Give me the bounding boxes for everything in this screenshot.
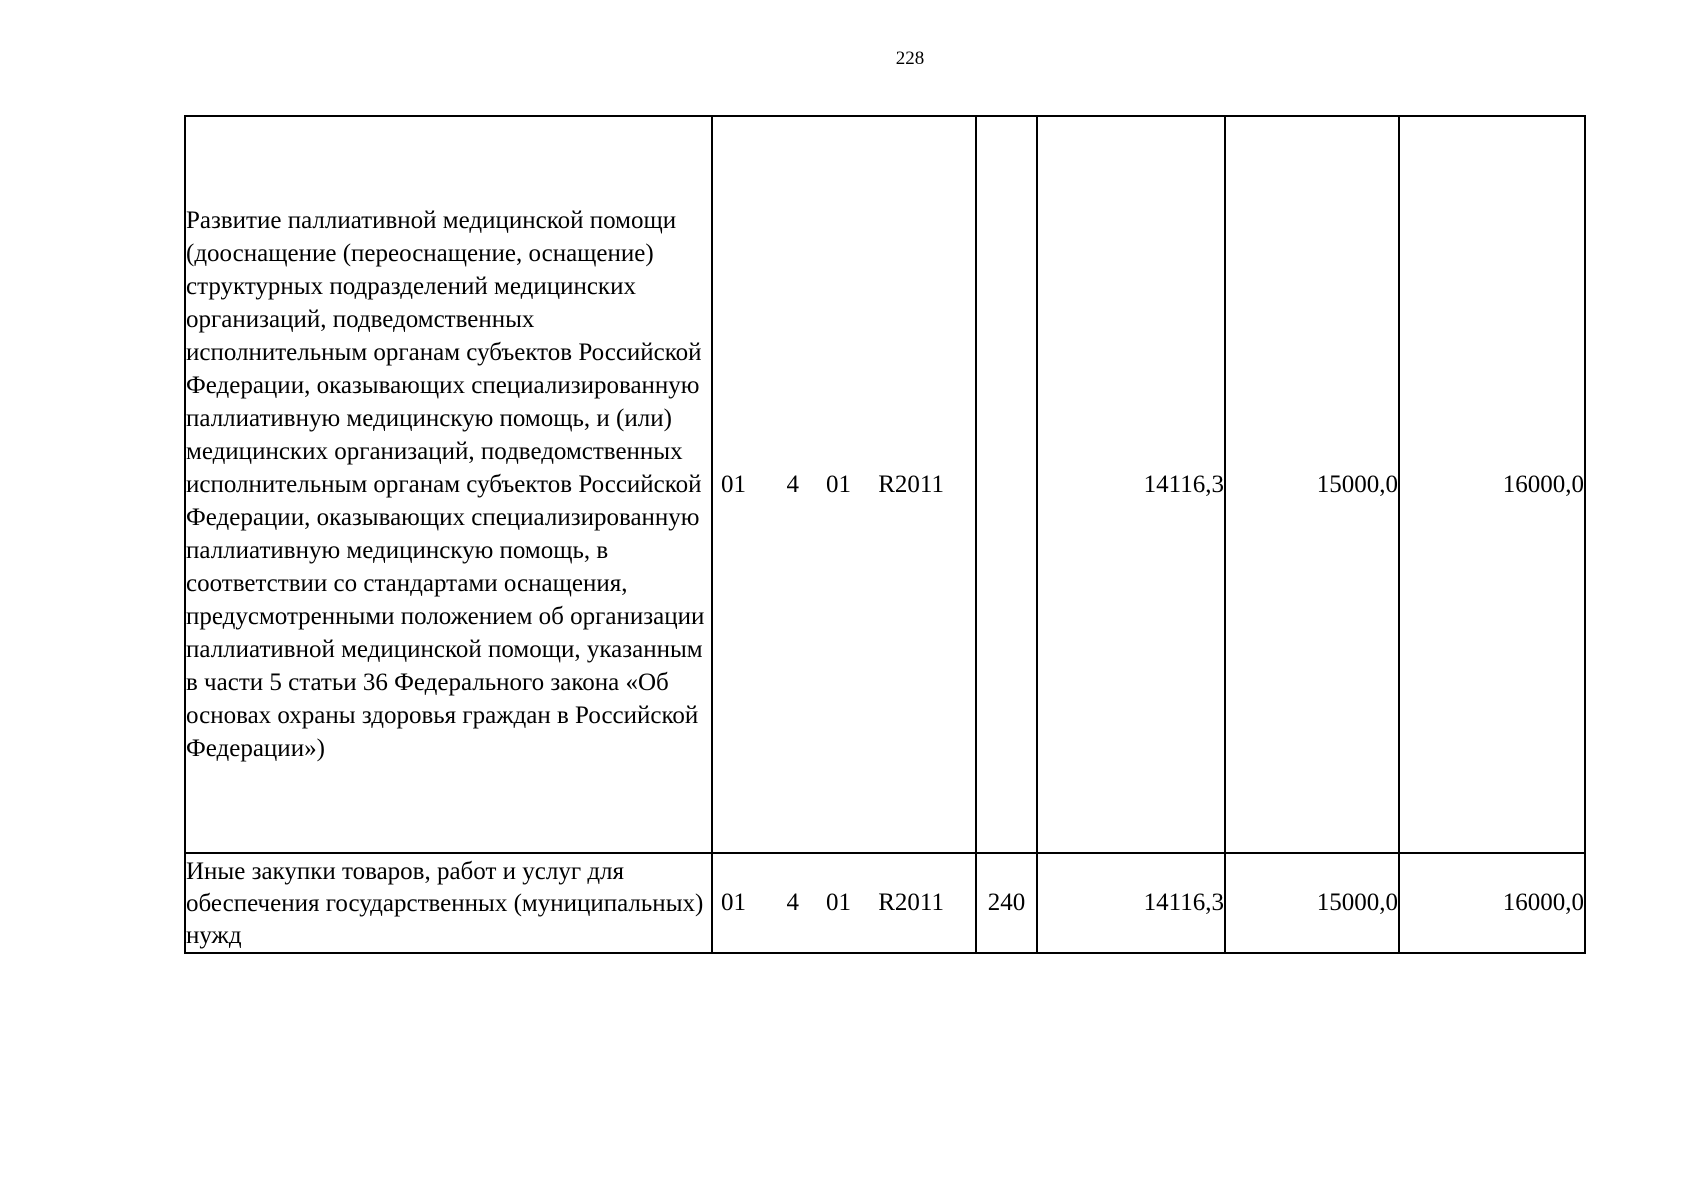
amount-year-1: 14116,3 <box>1037 116 1225 853</box>
code-direction: R2011 <box>878 470 944 498</box>
amount-year-2: 15000,0 <box>1225 853 1399 953</box>
code-direction: R2011 <box>878 889 944 916</box>
code-type: 4 <box>786 470 799 498</box>
row-description: Иные закупки товаров, работ и услуг для обеспечения государственных (муниципальных) нужд <box>185 853 712 953</box>
budget-table <box>184 115 1586 954</box>
amount-year-3: 16000,0 <box>1399 116 1585 853</box>
code-type: 4 <box>786 889 799 916</box>
amount-year-3: 16000,0 <box>1399 853 1585 953</box>
program-code-cell <box>712 853 976 953</box>
program-code-cell <box>712 116 976 853</box>
table-row <box>185 853 1585 953</box>
code-program: 01 <box>721 470 746 498</box>
expense-type-cell: 240 <box>976 853 1037 953</box>
code-subprogram: 01 <box>826 470 851 498</box>
table-row <box>185 116 1585 853</box>
page-number: 228 <box>895 48 925 69</box>
amount-year-1: 14116,3 <box>1037 853 1225 953</box>
code-subprogram: 01 <box>826 889 851 916</box>
code-program: 01 <box>721 889 746 916</box>
row-description: Развитие паллиативной медицинской помощи (дооснащение (переоснащение, оснащение) структурных подразделений медицинских организаций, подведомственных исполнительным органам субъектов Российской Федерации, оказывающих специализированную паллиативную медицинскую помощь, и (или) медицинских организаций, подведомственных исполнительным органам субъектов Российской Федерации, оказывающих специализированную паллиативную медицинскую помощь, в соответствии со стандартами оснащения, предусмотренными положением об организации паллиативной медицинской помощи, указанным в части 5 статьи 36 Федерального закона «Об основах охраны здоровья граждан в Российской Федерации») <box>185 116 712 853</box>
expense-type-cell <box>976 116 1037 853</box>
amount-year-2: 15000,0 <box>1225 116 1399 853</box>
